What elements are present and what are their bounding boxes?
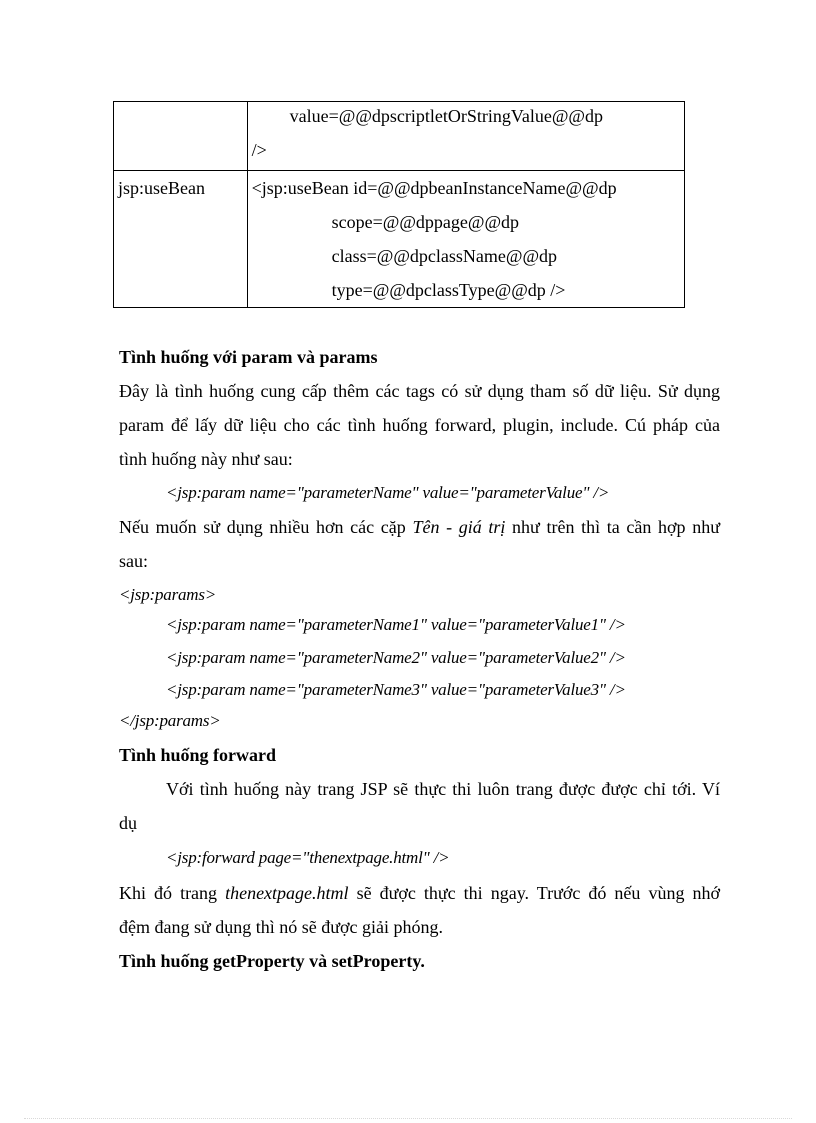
- tag-text: jsp:useBean: [118, 178, 205, 198]
- syntax-table: [113, 101, 685, 308]
- code-line: <jsp:param name="parameterName2" value="parameterValue2" />: [166, 648, 626, 667]
- paragraph-line: đệm đang sử dụng thì nó sẽ được giải phóng.: [119, 917, 443, 937]
- table-row: [114, 171, 685, 308]
- syntax-line: class=@@dpclassName@@dp: [331, 246, 558, 266]
- page-footer-divider: [24, 1118, 792, 1119]
- paragraph-line: sau:: [119, 551, 148, 571]
- code-line: <jsp:params>: [119, 585, 217, 604]
- paragraph-line: param để lấy dữ liệu cho các tình huống forward, plugin, include. Cú pháp của: [119, 415, 720, 435]
- code-line: <jsp:param name="parameterName3" value="parameterValue3" />: [166, 680, 626, 699]
- syntax-line: scope=@@dppage@@dp: [331, 212, 520, 232]
- emphasis-text: Tên - giá trị: [412, 517, 506, 537]
- section-heading-property: Tình huống getProperty và setProperty.: [119, 951, 425, 971]
- paragraph-line: [119, 876, 720, 910]
- tag-text: [114, 99, 247, 133]
- emphasis-text: thenextpage.html: [225, 883, 349, 903]
- code-line: <jsp:param name="parameterName1" value="parameterValue1" />: [166, 615, 626, 634]
- paragraph-line: Với tình huống này trang JSP sẽ thực thi luôn trang được được chỉ tới. Ví: [166, 779, 720, 799]
- text-run: như trên thì ta cần hợp như: [505, 517, 720, 537]
- table-cell-tag: [114, 102, 248, 171]
- text-run: sẽ được thực thi ngay. Trước đó nếu vùng nhớ: [348, 883, 720, 903]
- syntax-line: />: [251, 140, 267, 160]
- paragraph-line: tình huống này như sau:: [119, 449, 293, 469]
- code-line: </jsp:params>: [119, 711, 221, 730]
- syntax-line: <jsp:useBean id=@@dpbeanInstanceName@@dp: [251, 178, 617, 198]
- paragraph-line: dụ: [119, 813, 137, 833]
- section-heading-forward: Tình huống forward: [119, 745, 277, 765]
- paragraph-line: [119, 510, 720, 544]
- table-cell-tag: [114, 171, 248, 308]
- table-cell-syntax: [247, 102, 684, 171]
- syntax-line: value=@@dpscriptletOrStringValue@@dp: [289, 106, 604, 126]
- code-line: <jsp:forward page="thenextpage.html" />: [166, 848, 450, 867]
- text-run: Khi đó trang: [119, 883, 226, 903]
- code-line: <jsp:param name="parameterName" value="parameterValue" />: [166, 483, 610, 502]
- syntax-line: type=@@dpclassType@@dp />: [331, 280, 566, 300]
- table-cell-syntax: [247, 171, 684, 308]
- table-row: [114, 102, 685, 171]
- section-heading-param: Tình huống với param và params: [119, 347, 378, 367]
- text-run: Nếu muốn sử dụng nhiều hơn các cặp: [119, 517, 413, 537]
- paragraph-line: Đây là tình huống cung cấp thêm các tags có sử dụng tham số dữ liệu. Sử dụng: [119, 381, 720, 401]
